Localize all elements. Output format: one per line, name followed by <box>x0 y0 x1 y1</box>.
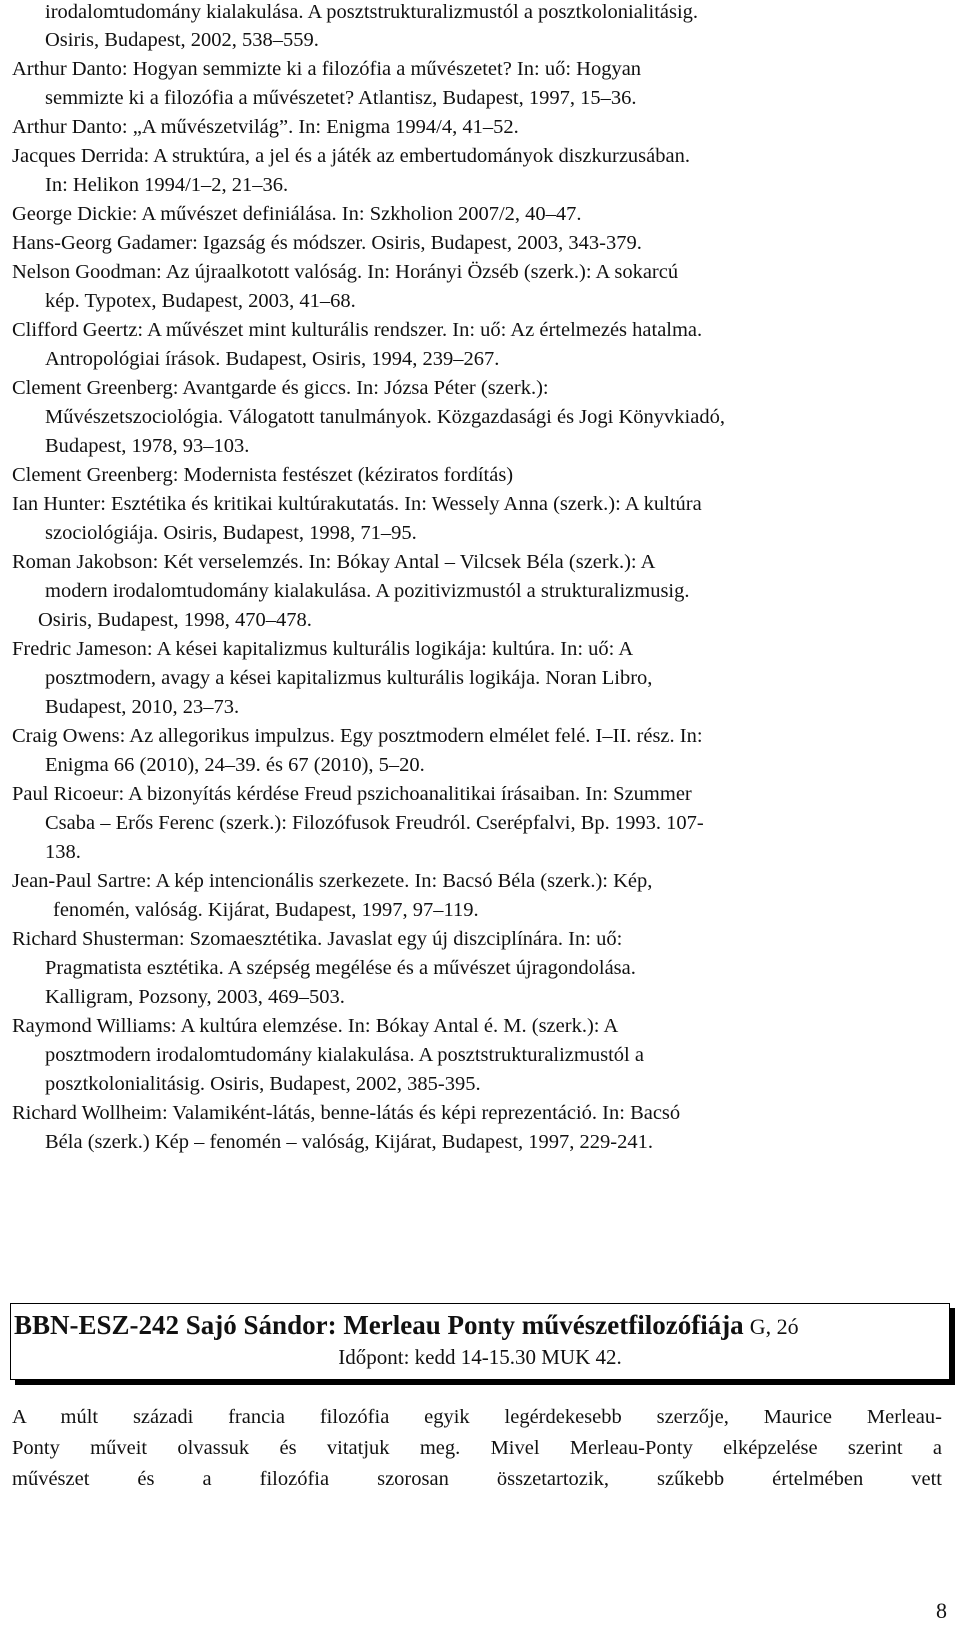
course-header-box <box>10 1303 950 1380</box>
description-line: művészet és a filozófia szorosan összetartozik, szűkebb értelmében vett <box>12 1468 942 1490</box>
bibliography-entry: George Dickie: A művészet definiálása. In: Szkholion 2007/2, 40–47. <box>12 203 582 225</box>
bibliography-line: 138. <box>45 841 81 863</box>
course-time: Időpont: kedd 14-15.30 MUK 42. <box>338 1345 622 1369</box>
bibliography-line: kép. Typotex, Budapest, 2003, 41–68. <box>45 290 356 312</box>
bibliography-line: posztmodern, avagy a kései kapitalizmus kulturális logikája. Noran Libro, <box>45 667 653 689</box>
bibliography-line: posztkolonialitásig. Osiris, Budapest, 2002, 385-395. <box>45 1073 481 1095</box>
bibliography-entry: Nelson Goodman: Az újraalkotott valóság. In: Horányi Özséb (szerk.): A sokarcú <box>12 261 679 283</box>
bibliography-entry: Paul Ricoeur: A bizonyítás kérdése Freud pszichoanalitikai írásaiban. In: Szummer <box>12 783 692 805</box>
bibliography-line: Művészetszociológia. Válogatott tanulmányok. Közgazdasági és Jogi Könyvkiadó, <box>45 406 725 428</box>
bibliography-line: Enigma 66 (2010), 24–39. és 67 (2010), 5–20. <box>45 754 425 776</box>
bibliography-line: fenomén, valóság. Kijárat, Budapest, 1997, 97–119. <box>53 899 479 921</box>
bibliography-line: Pragmatista esztétika. A szépség megélése és a művészet újragondolása. <box>45 957 636 979</box>
bibliography-entry: Clifford Geertz: A művészet mint kulturális rendszer. In: uő: Az értelmezés hatalma. <box>12 319 703 341</box>
bibliography-entry: Hans-Georg Gadamer: Igazság és módszer. Osiris, Budapest, 2003, 343-379. <box>12 232 642 254</box>
bibliography-entry: Raymond Williams: A kultúra elemzése. In: Bókay Antal é. M. (szerk.): A <box>12 1015 619 1037</box>
bibliography-entry: Fredric Jameson: A kései kapitalizmus kulturális logikája: kultúra. In: uő: A <box>12 638 634 660</box>
bibliography-line: Kalligram, Pozsony, 2003, 469–503. <box>45 986 345 1008</box>
bibliography-line: szociológiája. Osiris, Budapest, 1998, 71–95. <box>45 522 417 544</box>
bibliography-line: modern irodalomtudomány kialakulása. A pozitivizmustól a strukturalizmusig. <box>45 580 690 602</box>
bibliography-entry: Arthur Danto: „A művészetvilág”. In: Enigma 1994/4, 41–52. <box>12 116 519 138</box>
bibliography-line: Osiris, Budapest, 2002, 538–559. <box>45 29 319 51</box>
bibliography-entry: Richard Wollheim: Valamiként-látás, benne-látás és képi reprezentáció. In: Bacsó <box>12 1102 681 1124</box>
bibliography-entry: Jean-Paul Sartre: A kép intencionális szerkezete. In: Bacsó Béla (szerk.): Kép, <box>12 870 653 892</box>
bibliography-line: semmizte ki a filozófia a művészetet? Atlantisz, Budapest, 1997, 15–36. <box>45 87 637 109</box>
description-line: Ponty műveit olvassuk és vitatjuk meg. Mivel Merleau-Ponty elképzelése szerint a <box>12 1437 942 1459</box>
bibliography-line: irodalomtudomány kialakulása. A posztstrukturalizmustól a posztkolonialitásig. <box>45 1 699 23</box>
bibliography-line: In: Helikon 1994/1–2, 21–36. <box>45 174 289 196</box>
bibliography-entry: Roman Jakobson: Két verselemzés. In: Bókay Antal – Vilcsek Béla (szerk.): A <box>12 551 656 573</box>
bibliography-entry: Clement Greenberg: Modernista festészet (kéziratos fordítás) <box>12 464 514 486</box>
bibliography-line: posztmodern irodalomtudomány kialakulása. A posztstrukturalizmustól a <box>45 1044 644 1066</box>
bibliography-line: Budapest, 2010, 23–73. <box>45 696 240 718</box>
bibliography-entry: Richard Shusterman: Szomaesztétika. Javaslat egy új diszciplínára. In: uő: <box>12 928 623 950</box>
bibliography-line: Antropológiai írások. Budapest, Osiris, 1994, 239–267. <box>45 348 500 370</box>
page-number: 8 <box>936 1598 947 1623</box>
bibliography-line: Budapest, 1978, 93–103. <box>45 435 250 457</box>
course-title-line <box>14 1310 799 1341</box>
bibliography-entry: Ian Hunter: Esztétika és kritikai kultúrakutatás. In: Wessely Anna (szerk.): A kultúra <box>12 493 702 515</box>
bibliography-line: Csaba – Erős Ferenc (szerk.): Filozófusok Freudról. Cserépfalvi, Bp. 1993. 107- <box>45 812 704 834</box>
bibliography-entry: Jacques Derrida: A struktúra, a jel és a játék az embertudományok diszkurzusában. <box>12 145 690 167</box>
bibliography-line: Béla (szerk.) Kép – fenomén – valóság, Kijárat, Budapest, 1997, 229-241. <box>45 1131 654 1153</box>
bibliography-entry: Clement Greenberg: Avantgarde és giccs. In: Józsa Péter (szerk.): <box>12 377 549 399</box>
bibliography-entry: Craig Owens: Az allegorikus impulzus. Egy posztmodern elmélet felé. I–II. rész. In: <box>12 725 703 747</box>
bibliography-line: Osiris, Budapest, 1998, 470–478. <box>38 609 312 631</box>
bibliography-entry: Arthur Danto: Hogyan semmizte ki a filozófia a művészetet? In: uő: Hogyan <box>12 58 642 80</box>
course-title: BBN-ESZ-242 Sajó Sándor: Merleau Ponty művészetfilozófiája <box>14 1310 744 1340</box>
course-description <box>12 1402 942 1495</box>
course-meta: G, 2ó <box>749 1314 799 1339</box>
description-line: A múlt századi francia filozófia egyik legérdekesebb szerzője, Maurice Merleau- <box>12 1406 942 1428</box>
